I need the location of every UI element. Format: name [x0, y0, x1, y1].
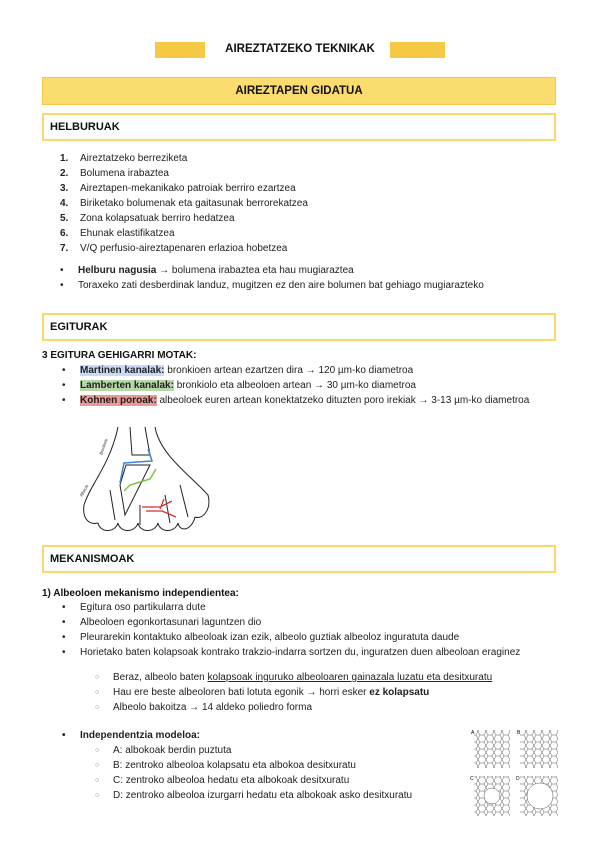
item-text: V/Q perfusio-aireztapenaren erlazioa hobetzea [80, 243, 288, 254]
list-item [60, 226, 308, 241]
underlined-text: kolapsoak inguruko albeoloaren gainazala luzatu eta desitxuratu [207, 672, 493, 683]
letter-c: C [470, 776, 474, 782]
alveolus-label: Albeolo [78, 483, 90, 498]
list-item: • Independentzia modeloa: [60, 728, 200, 743]
item-text: Biriketako bolumenak eta gaitasunak berrorekatzea [80, 198, 308, 209]
alveoli-model-figure [470, 728, 560, 818]
item-number: 6. [60, 228, 69, 239]
list-item: ○ Albeolo bakoitza → 14 aldeko poliedro forma [93, 700, 563, 715]
item-number: 5. [60, 213, 69, 224]
panel-a [474, 730, 510, 768]
list-item [60, 378, 540, 393]
list-item [60, 211, 308, 226]
item-text: bronkiolo eta albeoloen artean → 30 µm-ko diametroa [173, 380, 416, 391]
list-item [60, 393, 540, 408]
item-number: 7. [60, 243, 69, 254]
item-number: 1. [60, 153, 69, 164]
item-text: Beraz, albeolo baten [113, 672, 208, 683]
list-item [60, 151, 308, 166]
item-text: Aireztapen-mekanikako patroiak berriro ezartzea [80, 183, 296, 194]
list-item [60, 241, 308, 256]
model-sublist [93, 743, 463, 803]
mechanism-subheading: 1) Albeoloen mekanismo independientea: [42, 588, 239, 599]
letter-a: A [471, 730, 475, 736]
green-arrow [124, 469, 156, 491]
page-title: AIREZTATZEKO TEKNIKAK [225, 43, 375, 55]
list-item: ○ D: zentroko albeoloa izurgarri hedatu eta albokoak asko desitxuratu [93, 788, 463, 803]
item-number: 2. [60, 168, 69, 179]
item-text: bronkioen artean ezartzen dira → 120 µm-ko diametroa [164, 365, 414, 376]
item-text: Bolumena irabaztea [80, 168, 169, 179]
item-number: 4. [60, 198, 69, 209]
red-arrows [142, 499, 176, 517]
list-item [93, 670, 563, 685]
letter-b: B [517, 730, 521, 736]
main-goal-text: → bolumena irabaztea eta hau mugiaraztea [156, 265, 354, 276]
heading-helburuak: HELBURUAK [42, 113, 556, 141]
letter-d: D [516, 776, 520, 782]
item-text: Aireztatzeko berreziketa [80, 153, 188, 164]
item-text: Ehunak elastifikatzea [80, 228, 175, 239]
kohn-label: Kohnen poroak: [80, 395, 157, 406]
objectives-bullets [58, 263, 484, 293]
objectives-list [60, 151, 308, 256]
item-text: Zona kolapsatuak berriro hedatzea [80, 213, 235, 224]
panel-b [520, 730, 558, 768]
list-item: • Albeoloen egonkortasunari laguntzen dio [60, 615, 530, 630]
blue-arrow [120, 449, 152, 483]
airway-diagram [80, 425, 215, 535]
mechanism-sublist [93, 670, 563, 715]
list-item: ○ B: zentroko albeoloa kolapsatu eta albokoa desitxuratu [93, 758, 463, 773]
list-item [60, 196, 308, 211]
list-item: ○ A: albokoak berdin puztuta [93, 743, 463, 758]
list-item: • Toraxeko zati desberdinak landuz, mugitzen ez den aire bolumen bat gehiago mugiarazteko [58, 278, 484, 293]
structures-list [60, 363, 540, 408]
list-item [60, 166, 308, 181]
list-item: • Pleurarekin kontaktuko albeoloak izan ezik, albeolo guztiak albeoloz inguratuta daude [60, 630, 530, 645]
item-number: 3. [60, 183, 69, 194]
mechanism-list [60, 600, 530, 660]
bronchiole-label: Bronkiolo [98, 437, 109, 456]
list-item [60, 181, 308, 196]
section-banner: AIREZTAPEN GIDATUA [42, 77, 556, 105]
structures-subheading: 3 EGITURA GEHIGARRI MOTAK: [42, 350, 197, 361]
martin-label: Martinen kanalak: [80, 365, 165, 376]
heading-mekanismoak: MEKANISMOAK [42, 545, 556, 573]
list-item: • Egitura oso partikularra dute [60, 600, 530, 615]
list-item [60, 363, 540, 378]
title-row [155, 42, 445, 58]
list-item: ○ C: zentroko albeoloa hedatu eta albokoak desitxuratu [93, 773, 463, 788]
heading-egiturak: EGITURAK [42, 313, 556, 341]
bold-text: ez kolapsatu [369, 687, 430, 698]
lambert-label: Lamberten kanalak: [80, 380, 174, 391]
list-item [58, 263, 484, 278]
item-text: albeoloek euren artean konektatzeko dituzten poro irekiak → 3-13 µm-ko diametroa [156, 395, 530, 406]
list-item: • Horietako baten kolapsoak kontrako trakzio-indarra sortzen du, inguratzen duen albeoloan eraginez [60, 645, 530, 660]
list-item [93, 685, 563, 700]
item-text: Hau ere beste albeoloren bati lotuta egonik → horri esker [113, 687, 370, 698]
model-list [60, 728, 200, 743]
main-goal-label: Helburu nagusia [78, 265, 157, 276]
